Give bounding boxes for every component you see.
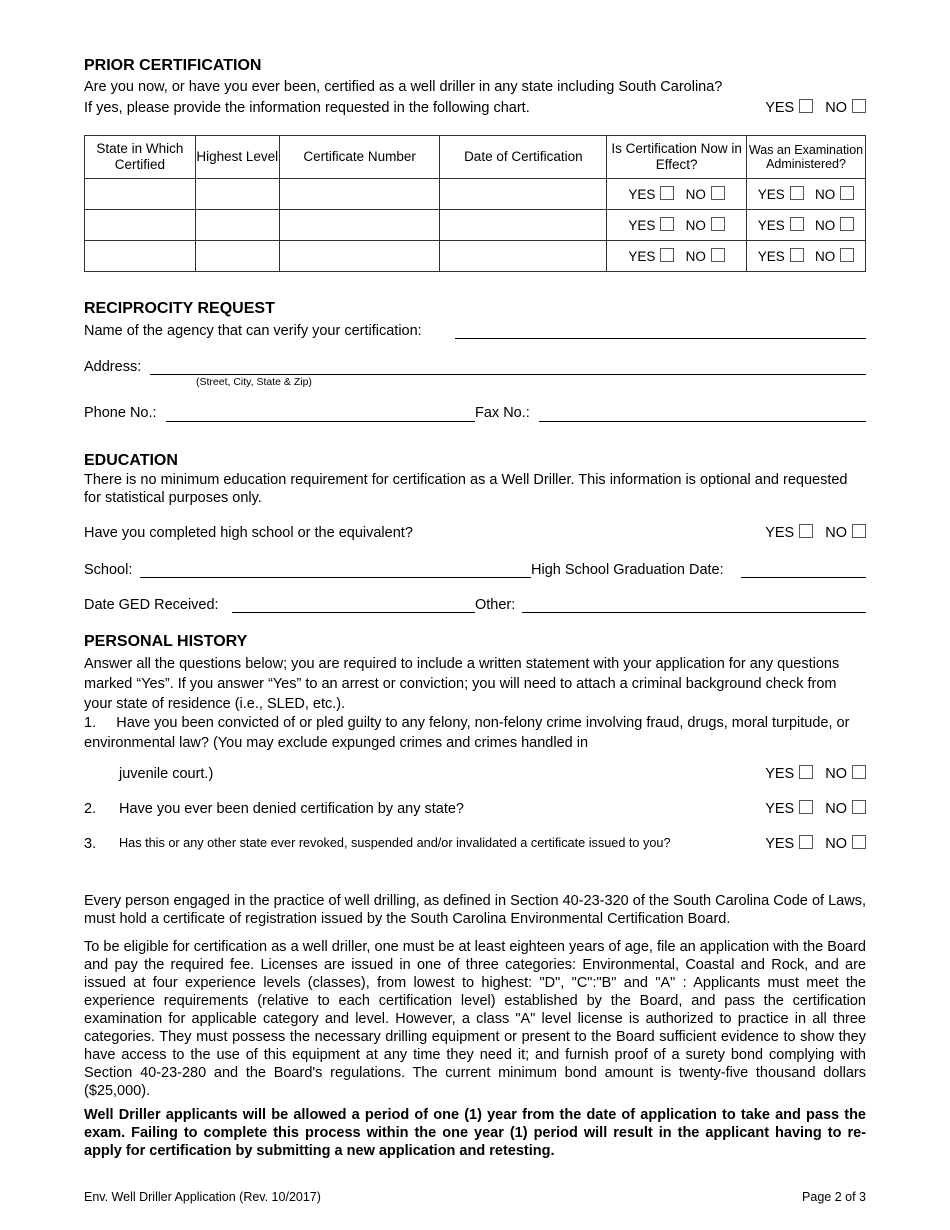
personal-history-heading: PERSONAL HISTORY: [84, 633, 248, 650]
exam-yes-no: YES NO: [747, 241, 866, 272]
table-cell-input[interactable]: [440, 210, 607, 241]
table-cell-input[interactable]: [195, 210, 279, 241]
education-intro: There is no minimum education requirement for certification as a Well Driller. This information is optional and requested for statistical purposes only.: [84, 472, 848, 506]
yes-checkbox[interactable]: [790, 186, 804, 200]
table-row: [85, 210, 866, 241]
other-label: Other:: [475, 597, 516, 613]
col-date: Date of Certification: [440, 136, 607, 179]
no-checkbox[interactable]: [711, 217, 725, 231]
exam-yes-no: YES NO: [747, 210, 866, 241]
info-paragraph-1: Every person engaged in the practice of well drilling, as defined in Section 40-23-320 of the South Carolina Code of Laws, must hold a certificate of registration issued by the South Carolina Environmental Certification Board.: [84, 893, 866, 927]
q2-yes-no: YES NO: [765, 800, 866, 817]
table-row: [85, 179, 866, 210]
phone-label: Phone No.:: [84, 405, 157, 421]
fax-label: Fax No.:: [475, 405, 530, 421]
table-cell-input[interactable]: [195, 241, 279, 272]
education-heading: EDUCATION: [84, 452, 178, 469]
footer-page-number: Page 2 of 3: [802, 1190, 866, 1204]
table-cell-input[interactable]: [195, 179, 279, 210]
q3-yes-checkbox[interactable]: [799, 835, 813, 849]
hs-yes-checkbox[interactable]: [799, 524, 813, 538]
no-checkbox[interactable]: [711, 248, 725, 262]
grad-date-label: High School Graduation Date:: [531, 562, 724, 578]
info-paragraph-3: Well Driller applicants will be allowed a period of one (1) year from the date of application to take and pass the exam. Failing to complete this process within the one year (1) period will result in the applicant having to re-apply for certification by submitting a new application and retesting.: [84, 1107, 866, 1159]
agency-field[interactable]: [455, 338, 866, 339]
history-q3: Has this or any other state ever revoked, suspended and/or invalidated a certificate issued to you?: [119, 836, 671, 850]
hs-yes-no: YES NO: [765, 524, 866, 541]
col-exam: Was an Examination Administered?: [747, 136, 866, 179]
no-checkbox[interactable]: [711, 186, 725, 200]
prior-yes-no: YES NO: [765, 99, 866, 116]
history-q1-tail: juvenile court.): [119, 766, 214, 782]
prior-certification-heading: PRIOR CERTIFICATION: [84, 57, 262, 74]
col-state: State in Which Certified: [85, 136, 196, 179]
col-level: Highest Level: [195, 136, 279, 179]
history-intro: Answer all the questions below; you are required to include a written statement with your application for any questions marked “Yes”. If you answer “Yes” to an arrest or conviction; you will need to attach a criminal background check from your state of residence (i.e., SLED, etc.).: [84, 656, 840, 712]
table-cell-input[interactable]: [279, 241, 440, 272]
no-checkbox[interactable]: [840, 186, 854, 200]
table-cell-input[interactable]: [85, 241, 196, 272]
school-label: School:: [84, 562, 133, 578]
yes-checkbox[interactable]: [660, 186, 674, 200]
q2-no-checkbox[interactable]: [852, 800, 866, 814]
table-row: [85, 241, 866, 272]
q1-no-checkbox[interactable]: [852, 765, 866, 779]
address-label: Address:: [84, 359, 142, 375]
no-checkbox[interactable]: [840, 217, 854, 231]
ged-field[interactable]: [232, 612, 475, 613]
prior-yes-checkbox[interactable]: [799, 99, 813, 113]
prior-question-1: Are you now, or have you ever been, certified as a well driller in any state including South Carolina?: [84, 79, 723, 95]
prior-question-2: If yes, please provide the information requested in the following chart.: [84, 100, 530, 116]
history-q2-number: 2.: [84, 801, 97, 817]
history-q3-number: 3.: [84, 836, 97, 852]
school-field[interactable]: [140, 577, 531, 578]
table-cell-input[interactable]: [440, 241, 607, 272]
col-in-effect: Is Certification Now in Effect?: [607, 136, 747, 179]
q1-yes-checkbox[interactable]: [799, 765, 813, 779]
prior-no-checkbox[interactable]: [852, 99, 866, 113]
phone-field[interactable]: [166, 421, 475, 422]
history-q2: Have you ever been denied certification by any state?: [119, 801, 464, 817]
table-header-row: [85, 136, 866, 179]
reciprocity-heading: RECIPROCITY REQUEST: [84, 300, 275, 317]
table-cell-input[interactable]: [279, 210, 440, 241]
col-cert-number: Certificate Number: [279, 136, 440, 179]
yes-checkbox[interactable]: [790, 217, 804, 231]
q1-yes-no: YES NO: [765, 765, 866, 782]
yes-checkbox[interactable]: [660, 248, 674, 262]
q3-no-checkbox[interactable]: [852, 835, 866, 849]
yes-checkbox[interactable]: [660, 217, 674, 231]
address-field[interactable]: [150, 374, 866, 375]
hs-question: Have you completed high school or the equivalent?: [84, 525, 413, 541]
q2-yes-checkbox[interactable]: [799, 800, 813, 814]
grad-date-field[interactable]: [741, 577, 866, 578]
address-hint: (Street, City, State & Zip): [196, 376, 312, 388]
agency-label: Name of the agency that can verify your certification:: [84, 323, 422, 339]
in-effect-yes-no: YES NO: [607, 179, 747, 210]
table-cell-input[interactable]: [279, 179, 440, 210]
table-cell-input[interactable]: [85, 179, 196, 210]
in-effect-yes-no: YES NO: [607, 241, 747, 272]
ged-label: Date GED Received:: [84, 597, 219, 613]
certification-table: [84, 135, 866, 272]
footer-form-id: Env. Well Driller Application (Rev. 10/2017): [84, 1190, 321, 1204]
q3-yes-no: YES NO: [765, 835, 866, 852]
other-field[interactable]: [522, 612, 866, 613]
no-checkbox[interactable]: [840, 248, 854, 262]
table-cell-input[interactable]: [85, 210, 196, 241]
in-effect-yes-no: YES NO: [607, 210, 747, 241]
hs-no-checkbox[interactable]: [852, 524, 866, 538]
history-q1: 1. Have you been convicted of or pled guilty to any felony, non-felony crime involving fraud, drugs, moral turpitude, or environmental law? (You may exclude expunged crimes and crimes handled in: [84, 715, 850, 751]
info-paragraph-2: To be eligible for certification as a well driller, one must be at least eighteen years of age, file an application with the Board and pay the required fee. Licenses are issued in one of three categories: Environmental, Coastal and Rock, and are issued at four experience levels (classes), from lowest to highest: "D", "C":"B" and "A" : Applicants must meet the experience requirements (relative to each certification level) established by the Board, and pass the certification examination for applicable category and level. However, a class "A" level license is authorized to practice in all three categories. They must possess the necessary drilling equipment or present to the Board sufficient evidence to show they have access to the use of this equipment at any time they need it; and furnish proof of a surety bond complying with Section 40-23-280 and the Board's regulations. The current minimum bond amount is twenty-five thousand dollars ($25,000).: [84, 939, 866, 1099]
table-cell-input[interactable]: [440, 179, 607, 210]
yes-checkbox[interactable]: [790, 248, 804, 262]
exam-yes-no: YES NO: [747, 179, 866, 210]
fax-field[interactable]: [539, 421, 866, 422]
